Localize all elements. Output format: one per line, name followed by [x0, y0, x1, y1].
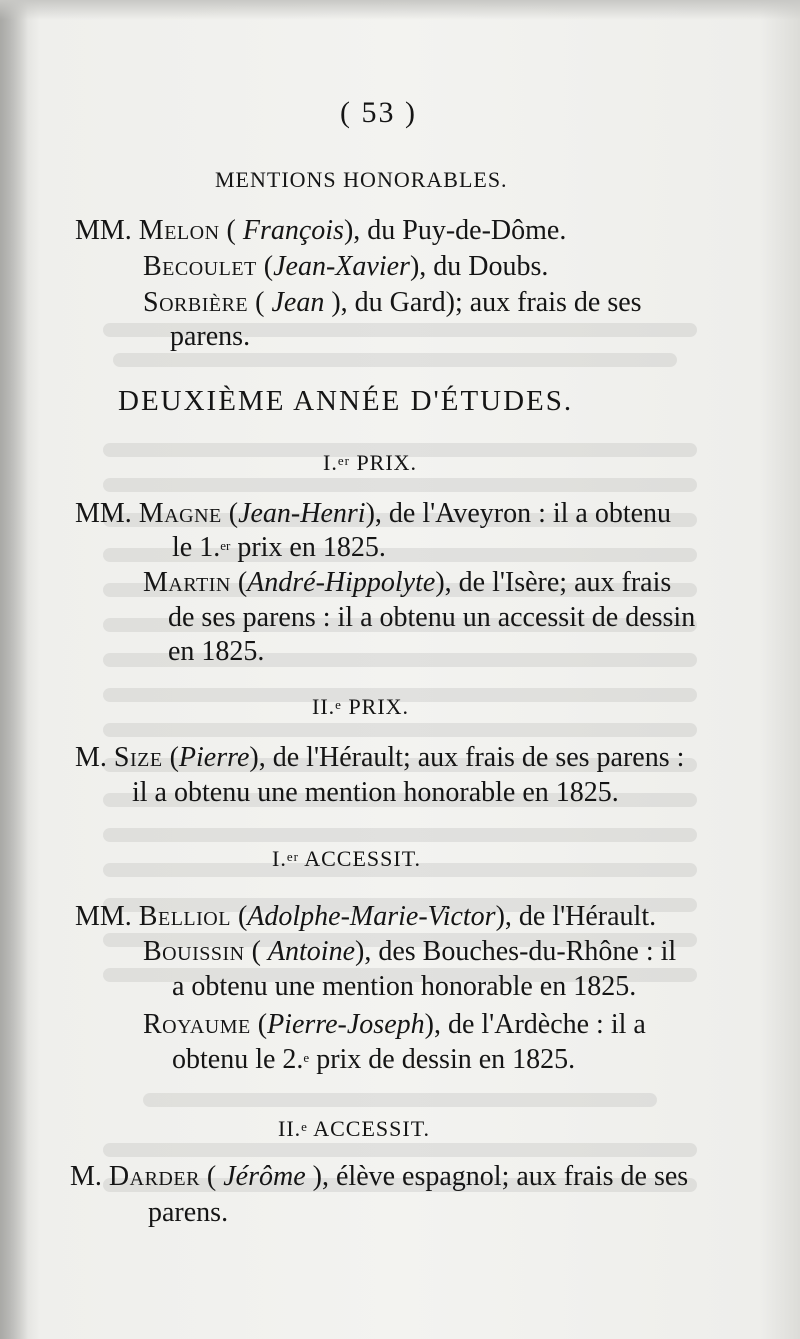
- surname: Sorbière: [143, 287, 249, 318]
- entry-martin-cont2: en 1825.: [168, 636, 265, 667]
- given-name: André-Hippolyte: [247, 567, 436, 598]
- section-title-deuxieme: DEUXIÈME ANNÉE D'ÉTUDES.: [118, 385, 574, 417]
- given-name: Jérôme: [223, 1161, 306, 1192]
- text-b: prix en 1825.: [237, 532, 386, 563]
- given-name: Jean-Xavier: [273, 251, 410, 282]
- surname: Melon: [138, 215, 220, 246]
- mention-sorbiere-cont: parens.: [170, 321, 251, 352]
- entry-bouissin-cont: a obtenu une mention honorable en 1825.: [172, 971, 637, 1002]
- origin: ), élève espagnol; aux frais de ses: [312, 1161, 689, 1192]
- surname: Royaume: [143, 1009, 251, 1040]
- page-gutter-shadow: [0, 0, 28, 1339]
- surname: Size: [113, 742, 163, 773]
- surname: Becoulet: [143, 251, 257, 282]
- num: I.: [323, 450, 338, 475]
- entry-belliol: MM. Belliol (Adolphe-Marie-Victor), de l'Hérault.: [75, 901, 657, 932]
- origin: ), de l'Isère; aux frais: [435, 567, 672, 598]
- prefix: MM.: [75, 215, 132, 246]
- entry-magne-cont: [172, 531, 386, 565]
- word: ACCESSIT.: [313, 1116, 431, 1141]
- page-top-shadow: [0, 0, 800, 20]
- num: I.: [272, 846, 287, 871]
- page-number: ( 53 ): [340, 96, 417, 129]
- prefix: M.: [70, 1161, 102, 1192]
- surname: Martin: [143, 567, 231, 598]
- sup: e: [335, 697, 342, 712]
- text-a: le 1.: [172, 532, 221, 563]
- entry-royaume-cont: [172, 1043, 575, 1077]
- entry-darder: M. Darder ( Jérôme ), élève espagnol; aux frais de ses: [70, 1161, 689, 1192]
- sup: e: [303, 1050, 310, 1065]
- num: II.: [312, 694, 336, 719]
- given-name: Pierre-Joseph: [267, 1009, 425, 1040]
- origin: ), de l'Ardèche : il a: [424, 1009, 646, 1040]
- word: ACCESSIT.: [304, 846, 422, 871]
- word: PRIX.: [348, 694, 410, 719]
- subsection-premier-prix: [323, 446, 417, 480]
- given-name: Pierre: [178, 742, 250, 773]
- given-name: Antoine: [267, 936, 355, 967]
- given-name: François: [242, 215, 344, 246]
- entry-martin: Martin (André-Hippolyte), de l'Isère; aux frais: [143, 567, 672, 598]
- subsection-premier-accessit: [272, 842, 421, 876]
- surname: Belliol: [138, 901, 231, 932]
- origin: ), du Doubs.: [409, 251, 549, 282]
- entry-size-cont: il a obtenu une mention honorable en 1825.: [132, 777, 619, 808]
- origin: ), des Bouches-du-Rhône : il: [355, 936, 677, 967]
- num: II.: [278, 1116, 302, 1141]
- given-name: Adolphe-Marie-Victor: [247, 901, 496, 932]
- given-name: Jean: [271, 287, 325, 318]
- entry-bouissin: Bouissin ( Antoine), des Bouches-du-Rhône : il: [143, 936, 677, 967]
- origin: ), de l'Hérault.: [495, 901, 657, 932]
- sup: er: [286, 849, 299, 864]
- entry-royaume: Royaume (Pierre-Joseph), de l'Ardèche : il a: [143, 1009, 646, 1040]
- origin: ), de l'Aveyron : il a obtenu: [365, 498, 672, 529]
- origin: ), du Puy-de-Dôme.: [343, 215, 567, 246]
- surname: Magne: [138, 498, 222, 529]
- word: PRIX.: [356, 450, 418, 475]
- text-a: obtenu le 2.: [172, 1044, 304, 1075]
- origin: ), de l'Hérault; aux frais de ses parens :: [249, 742, 685, 773]
- mention-sorbiere: Sorbière ( Jean ), du Gard); aux frais de ses: [143, 287, 642, 318]
- entry-magne: MM. Magne (Jean-Henri), de l'Aveyron : il a obtenu: [75, 498, 672, 529]
- given-name: Jean-Henri: [238, 498, 366, 529]
- surname: Bouissin: [143, 936, 245, 967]
- subsection-second-prix: [312, 690, 409, 724]
- section-title-mentions: MENTIONS HONORABLES.: [215, 167, 508, 192]
- prefix: MM.: [75, 498, 132, 529]
- entry-martin-cont1: de ses parens : il a obtenu un accessit de dessin: [168, 602, 696, 633]
- entry-size: M. Size (Pierre), de l'Hérault; aux frais de ses parens :: [75, 742, 685, 773]
- sup: er: [220, 538, 231, 553]
- origin: ), du Gard); aux frais de ses: [331, 287, 642, 318]
- surname: Darder: [108, 1161, 200, 1192]
- mention-becoulet: Becoulet (Jean-Xavier), du Doubs.: [143, 251, 549, 282]
- mention-melon: MM. Melon ( François), du Puy-de-Dôme.: [75, 215, 567, 246]
- entry-darder-cont: parens.: [148, 1197, 229, 1228]
- sup: e: [301, 1119, 308, 1134]
- subsection-second-accessit: [278, 1112, 430, 1146]
- text-b: prix de dessin en 1825.: [316, 1044, 576, 1075]
- prefix: M.: [75, 742, 107, 773]
- prefix: MM.: [75, 901, 132, 932]
- sup: er: [337, 453, 350, 468]
